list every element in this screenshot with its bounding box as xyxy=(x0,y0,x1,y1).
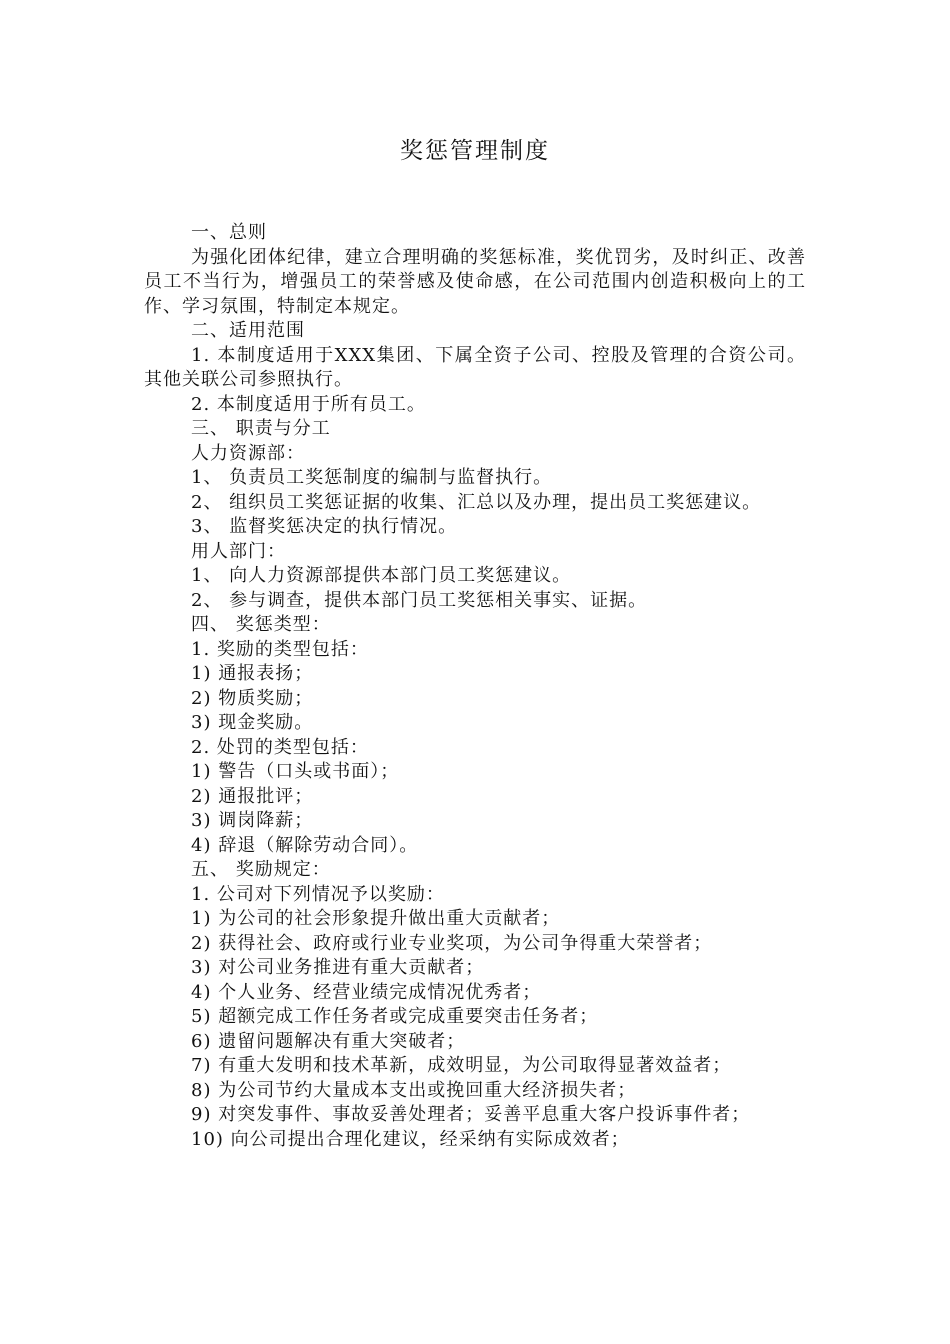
list-item: 4) 个人业务、经营业绩完成情况优秀者； xyxy=(191,981,542,1003)
scope-item: 2. 本制度适用于所有员工。 xyxy=(191,393,426,415)
responsibility-item: 2、 参与调查，提供本部门员工奖惩相关事实、证据。 xyxy=(191,589,648,611)
list-item: 3) 对公司业务推进有重大贡献者； xyxy=(191,957,485,978)
list-item: 3) 现金奖励。 xyxy=(191,712,314,733)
list-item: 1) 警告（口头或书面）； xyxy=(191,761,400,782)
list-item: 6) 遗留问题解决有重大突破者； xyxy=(191,1030,466,1052)
list-heading: 1. 奖励的类型包括： xyxy=(191,638,369,660)
list-item: 2) 通报批评； xyxy=(191,785,314,807)
section-heading-scope: 二、适用范围 xyxy=(191,320,305,341)
list-item: 2) 获得社会、政府或行业专业奖项，为公司争得重大荣誉者； xyxy=(191,932,713,954)
list-item: 4) 辞退（解除劳动合同）。 xyxy=(191,834,419,856)
section-heading-general: 一、总则 xyxy=(191,222,267,243)
section-heading-responsibilities: 三、 职责与分工 xyxy=(191,418,331,439)
list-item: 2) 物质奖励； xyxy=(191,687,314,709)
responsibility-item: 3、 监督奖惩决定的执行情况。 xyxy=(191,516,458,537)
section-heading-types: 四、 奖惩类型： xyxy=(191,614,331,635)
list-item: 9) 对突发事件、事故妥善处理者；妥善平息重大客户投诉事件者； xyxy=(191,1104,751,1125)
list-item: 3) 调岗降薪； xyxy=(191,810,314,831)
list-item: 1) 为公司的社会形象提升做出重大贡献者； xyxy=(191,908,561,929)
responsibility-item: 1、 向人力资源部提供本部门员工奖惩建议。 xyxy=(191,565,572,586)
paragraph-purpose: 为强化团体纪律，建立合理明确的奖惩标准，奖优罚劣，及时纠正、改善员工不当行为，增强员工的荣誉感及使命感，在公司范围内创造积极向上的工作、学习氛围，特制定本规定。 xyxy=(144,246,806,317)
document-title: 奖惩管理制度 xyxy=(400,138,550,164)
subheading-employing-department: 用人部门： xyxy=(191,540,286,562)
list-heading: 2. 处罚的类型包括： xyxy=(191,736,369,758)
subheading-hr-department: 人力资源部： xyxy=(191,442,305,464)
section-heading-rewards: 五、 奖励规定： xyxy=(191,859,331,880)
list-heading: 1. 公司对下列情况予以奖励： xyxy=(191,883,445,905)
responsibility-item: 1、 负责员工奖惩制度的编制与监督执行。 xyxy=(191,467,553,488)
list-item: 1) 通报表扬； xyxy=(191,663,314,684)
responsibility-item: 2、 组织员工奖惩证据的收集、汇总以及办理，提出员工奖惩建议。 xyxy=(191,491,762,513)
list-item: 8) 为公司节约大量成本支出或挽回重大经济损失者； xyxy=(191,1079,637,1101)
document-body xyxy=(144,221,806,1152)
scope-item: 1. 本制度适用于XXX集团、下属全资子公司、控股及管理的合资公司。其他关联公司参照执行。 xyxy=(144,344,806,390)
list-item: 5) 超额完成工作任务者或完成重要突击任务者； xyxy=(191,1006,599,1027)
list-item: 7) 有重大发明和技术革新，成效明显，为公司取得显著效益者； xyxy=(191,1055,732,1076)
list-item: 10) 向公司提出合理化建议，经采纳有实际成效者； xyxy=(191,1128,630,1150)
